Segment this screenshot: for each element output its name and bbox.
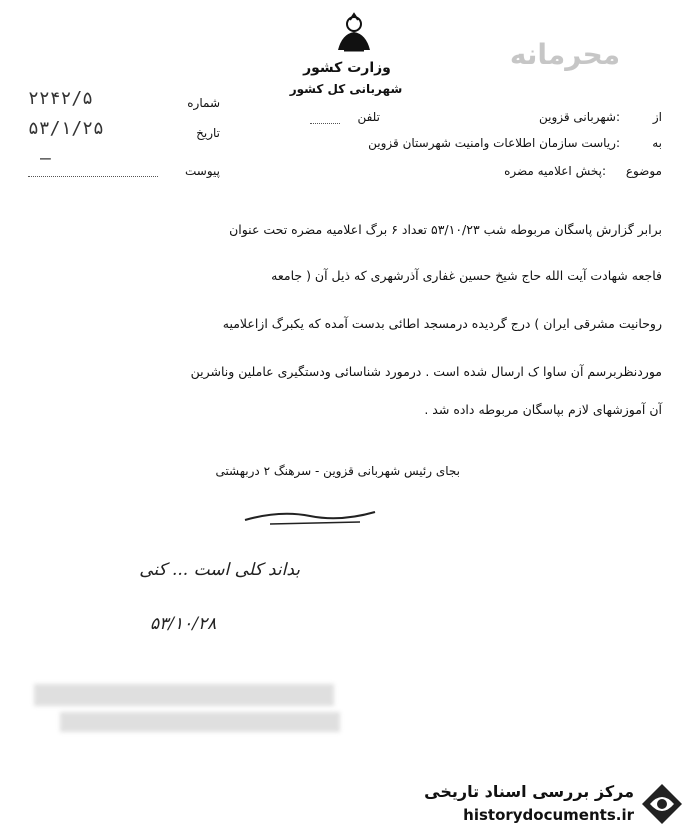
lion-sun-emblem-icon bbox=[330, 10, 378, 58]
date-label: تاریخ bbox=[196, 126, 220, 140]
ministry-title: وزارت کشور bbox=[303, 60, 391, 76]
handwritten-note: بداند کلی است ... کنی bbox=[139, 560, 300, 580]
history-documents-logo-icon bbox=[640, 782, 684, 826]
footer-org-name: مرکز بررسی اسناد تاریخی bbox=[424, 782, 634, 801]
phone-label: تلفن bbox=[357, 110, 380, 124]
footer-website: historydocuments.ir bbox=[463, 806, 634, 824]
faded-stamp-line-1 bbox=[34, 684, 334, 706]
to-value: :ریاست سازمان اطلاعات وامنیت شهرستان قزوین bbox=[368, 136, 620, 150]
subject-value: :پخش اعلامیه مضره bbox=[504, 164, 606, 178]
faded-stamp-line-2 bbox=[60, 712, 340, 732]
handwritten-date: ۵۳/۱۰/۲۸ bbox=[150, 614, 217, 634]
to-label: به bbox=[652, 136, 662, 150]
from-label: از bbox=[652, 110, 662, 124]
body-line-4: موردنظربرسم آن ساوا ک ارسال شده است . درمورد شناسائی ودستگیری عاملین وناشرین bbox=[190, 364, 662, 379]
number-value: ۲۲۴۲/۵ bbox=[28, 88, 94, 109]
body-line-2: فاجعه شهادت آیت الله حاج شیخ حسین غفاری آذرشهری که ذیل آن ( جامعه bbox=[271, 268, 662, 283]
attachment-underline bbox=[28, 176, 158, 177]
phone-underline bbox=[310, 123, 340, 124]
attachment-label: پیوست bbox=[185, 164, 220, 178]
from-value: :شهربانی قزوین bbox=[538, 110, 620, 124]
attachment-value: — bbox=[40, 148, 51, 169]
number-label: شماره bbox=[187, 96, 220, 110]
subject-label: موضوع bbox=[625, 164, 662, 178]
signature-stroke bbox=[240, 500, 380, 530]
date-value: ۵۳/۱/۲۵ bbox=[28, 118, 104, 139]
body-line-1: برابر گزارش پاسگان مربوطه شب ۵۳/۱۰/۲۳ تعداد ۶ برگ اعلامیه مضره تحت عنوان bbox=[229, 222, 662, 237]
body-line-3: روحانیت مشرقی ایران ) درج گردیده درمسجد اطائی بدست آمده که یکبرگ ازاعلامیه bbox=[222, 316, 662, 331]
confidential-stamp: محرمانه bbox=[509, 38, 621, 71]
signatory-line: بجای رئیس شهربانی قزوین - سرهنگ ۲ دربهشتی bbox=[215, 464, 460, 478]
body-line-5: آن آموزشهای لازم بپاسگان مربوطه داده شد . bbox=[424, 402, 662, 417]
police-title: شهربانی کل کشور bbox=[289, 82, 403, 96]
